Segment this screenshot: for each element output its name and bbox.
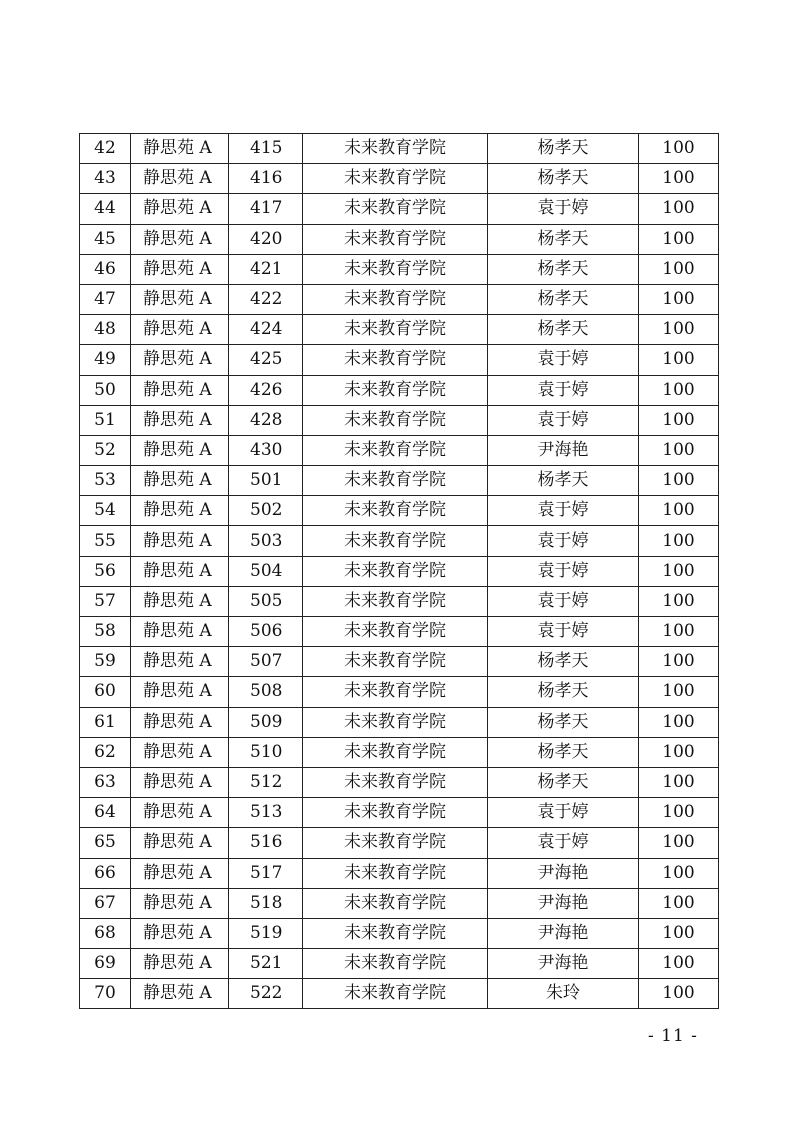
table-row xyxy=(80,345,719,375)
college-cell: 未来教育学院 xyxy=(303,224,488,254)
row-number-cell: 55 xyxy=(80,526,131,556)
table-row xyxy=(80,435,719,465)
room-number-cell: 420 xyxy=(229,224,303,254)
counselor-cell: 袁于婷 xyxy=(488,556,639,586)
counselor-cell: 袁于婷 xyxy=(488,586,639,616)
row-number-cell: 58 xyxy=(80,617,131,647)
score-cell: 100 xyxy=(639,315,719,345)
row-number-cell: 42 xyxy=(80,134,131,164)
row-number-cell: 70 xyxy=(80,979,131,1009)
table-row xyxy=(80,707,719,737)
score-cell: 100 xyxy=(639,556,719,586)
table-row xyxy=(80,164,719,194)
building-cell: 静思苑 A xyxy=(131,526,229,556)
college-cell: 未来教育学院 xyxy=(303,556,488,586)
row-number-cell: 59 xyxy=(80,647,131,677)
counselor-cell: 尹海艳 xyxy=(488,888,639,918)
room-number-cell: 428 xyxy=(229,405,303,435)
room-number-cell: 505 xyxy=(229,586,303,616)
table-row xyxy=(80,858,719,888)
table-row xyxy=(80,828,719,858)
table-row xyxy=(80,737,719,767)
score-cell: 100 xyxy=(639,737,719,767)
row-number-cell: 54 xyxy=(80,496,131,526)
score-cell: 100 xyxy=(639,979,719,1009)
college-cell: 未来教育学院 xyxy=(303,828,488,858)
building-cell: 静思苑 A xyxy=(131,496,229,526)
score-cell: 100 xyxy=(639,375,719,405)
room-number-cell: 426 xyxy=(229,375,303,405)
building-cell: 静思苑 A xyxy=(131,617,229,647)
room-number-cell: 416 xyxy=(229,164,303,194)
table-row xyxy=(80,677,719,707)
room-number-cell: 430 xyxy=(229,435,303,465)
score-cell: 100 xyxy=(639,647,719,677)
table-row xyxy=(80,617,719,647)
college-cell: 未来教育学院 xyxy=(303,466,488,496)
building-cell: 静思苑 A xyxy=(131,888,229,918)
row-number-cell: 43 xyxy=(80,164,131,194)
row-number-cell: 61 xyxy=(80,707,131,737)
score-cell: 100 xyxy=(639,888,719,918)
row-number-cell: 53 xyxy=(80,466,131,496)
building-cell: 静思苑 A xyxy=(131,647,229,677)
score-cell: 100 xyxy=(639,707,719,737)
college-cell: 未来教育学院 xyxy=(303,315,488,345)
building-cell: 静思苑 A xyxy=(131,164,229,194)
building-cell: 静思苑 A xyxy=(131,828,229,858)
row-number-cell: 52 xyxy=(80,435,131,465)
building-cell: 静思苑 A xyxy=(131,586,229,616)
building-cell: 静思苑 A xyxy=(131,194,229,224)
counselor-cell: 杨孝天 xyxy=(488,254,639,284)
row-number-cell: 49 xyxy=(80,345,131,375)
room-number-cell: 512 xyxy=(229,767,303,797)
college-cell: 未来教育学院 xyxy=(303,375,488,405)
row-number-cell: 65 xyxy=(80,828,131,858)
counselor-cell: 朱玲 xyxy=(488,979,639,1009)
college-cell: 未来教育学院 xyxy=(303,647,488,677)
score-cell: 100 xyxy=(639,496,719,526)
table-row xyxy=(80,586,719,616)
row-number-cell: 51 xyxy=(80,405,131,435)
building-cell: 静思苑 A xyxy=(131,375,229,405)
room-number-cell: 504 xyxy=(229,556,303,586)
college-cell: 未来教育学院 xyxy=(303,798,488,828)
college-cell: 未来教育学院 xyxy=(303,677,488,707)
counselor-cell: 袁于婷 xyxy=(488,405,639,435)
counselor-cell: 袁于婷 xyxy=(488,375,639,405)
building-cell: 静思苑 A xyxy=(131,224,229,254)
college-cell: 未来教育学院 xyxy=(303,949,488,979)
college-cell: 未来教育学院 xyxy=(303,254,488,284)
score-cell: 100 xyxy=(639,767,719,797)
row-number-cell: 46 xyxy=(80,254,131,284)
college-cell: 未来教育学院 xyxy=(303,979,488,1009)
college-cell: 未来教育学院 xyxy=(303,858,488,888)
score-cell: 100 xyxy=(639,164,719,194)
counselor-cell: 杨孝天 xyxy=(488,466,639,496)
row-number-cell: 57 xyxy=(80,586,131,616)
row-number-cell: 62 xyxy=(80,737,131,767)
counselor-cell: 杨孝天 xyxy=(488,284,639,314)
row-number-cell: 69 xyxy=(80,949,131,979)
room-number-cell: 513 xyxy=(229,798,303,828)
table-row xyxy=(80,979,719,1009)
counselor-cell: 尹海艳 xyxy=(488,918,639,948)
building-cell: 静思苑 A xyxy=(131,737,229,767)
room-number-cell: 425 xyxy=(229,345,303,375)
counselor-cell: 杨孝天 xyxy=(488,737,639,767)
score-cell: 100 xyxy=(639,858,719,888)
counselor-cell: 杨孝天 xyxy=(488,134,639,164)
counselor-cell: 杨孝天 xyxy=(488,767,639,797)
counselor-cell: 杨孝天 xyxy=(488,164,639,194)
room-number-cell: 507 xyxy=(229,647,303,677)
row-number-cell: 64 xyxy=(80,798,131,828)
building-cell: 静思苑 A xyxy=(131,254,229,284)
score-cell: 100 xyxy=(639,254,719,284)
table-row xyxy=(80,526,719,556)
table-row xyxy=(80,194,719,224)
table-row xyxy=(80,224,719,254)
room-number-cell: 508 xyxy=(229,677,303,707)
counselor-cell: 袁于婷 xyxy=(488,828,639,858)
counselor-cell: 袁于婷 xyxy=(488,496,639,526)
room-number-cell: 415 xyxy=(229,134,303,164)
score-cell: 100 xyxy=(639,949,719,979)
room-number-cell: 422 xyxy=(229,284,303,314)
counselor-cell: 尹海艳 xyxy=(488,435,639,465)
dormitory-table-body xyxy=(80,134,719,1009)
room-number-cell: 424 xyxy=(229,315,303,345)
building-cell: 静思苑 A xyxy=(131,767,229,797)
room-number-cell: 510 xyxy=(229,737,303,767)
dormitory-table xyxy=(79,133,719,1009)
score-cell: 100 xyxy=(639,435,719,465)
room-number-cell: 503 xyxy=(229,526,303,556)
table-row xyxy=(80,556,719,586)
college-cell: 未来教育学院 xyxy=(303,435,488,465)
room-number-cell: 518 xyxy=(229,888,303,918)
row-number-cell: 67 xyxy=(80,888,131,918)
score-cell: 100 xyxy=(639,194,719,224)
row-number-cell: 45 xyxy=(80,224,131,254)
table-row xyxy=(80,315,719,345)
table-row xyxy=(80,918,719,948)
row-number-cell: 50 xyxy=(80,375,131,405)
score-cell: 100 xyxy=(639,345,719,375)
counselor-cell: 杨孝天 xyxy=(488,647,639,677)
room-number-cell: 522 xyxy=(229,979,303,1009)
row-number-cell: 60 xyxy=(80,677,131,707)
score-cell: 100 xyxy=(639,828,719,858)
row-number-cell: 48 xyxy=(80,315,131,345)
score-cell: 100 xyxy=(639,918,719,948)
room-number-cell: 521 xyxy=(229,949,303,979)
table-row xyxy=(80,375,719,405)
score-cell: 100 xyxy=(639,526,719,556)
building-cell: 静思苑 A xyxy=(131,435,229,465)
score-cell: 100 xyxy=(639,617,719,647)
row-number-cell: 56 xyxy=(80,556,131,586)
building-cell: 静思苑 A xyxy=(131,315,229,345)
table-row xyxy=(80,405,719,435)
room-number-cell: 501 xyxy=(229,466,303,496)
counselor-cell: 杨孝天 xyxy=(488,315,639,345)
room-number-cell: 516 xyxy=(229,828,303,858)
room-number-cell: 417 xyxy=(229,194,303,224)
college-cell: 未来教育学院 xyxy=(303,496,488,526)
score-cell: 100 xyxy=(639,224,719,254)
room-number-cell: 509 xyxy=(229,707,303,737)
building-cell: 静思苑 A xyxy=(131,405,229,435)
college-cell: 未来教育学院 xyxy=(303,707,488,737)
score-cell: 100 xyxy=(639,466,719,496)
counselor-cell: 袁于婷 xyxy=(488,345,639,375)
row-number-cell: 47 xyxy=(80,284,131,314)
counselor-cell: 袁于婷 xyxy=(488,526,639,556)
table-row xyxy=(80,767,719,797)
building-cell: 静思苑 A xyxy=(131,798,229,828)
college-cell: 未来教育学院 xyxy=(303,888,488,918)
table-row xyxy=(80,798,719,828)
table-row xyxy=(80,254,719,284)
college-cell: 未来教育学院 xyxy=(303,194,488,224)
score-cell: 100 xyxy=(639,284,719,314)
building-cell: 静思苑 A xyxy=(131,345,229,375)
score-cell: 100 xyxy=(639,586,719,616)
college-cell: 未来教育学院 xyxy=(303,526,488,556)
row-number-cell: 66 xyxy=(80,858,131,888)
building-cell: 静思苑 A xyxy=(131,284,229,314)
building-cell: 静思苑 A xyxy=(131,134,229,164)
page-number: - 11 - xyxy=(648,1026,698,1046)
counselor-cell: 袁于婷 xyxy=(488,617,639,647)
counselor-cell: 杨孝天 xyxy=(488,707,639,737)
room-number-cell: 421 xyxy=(229,254,303,284)
college-cell: 未来教育学院 xyxy=(303,284,488,314)
counselor-cell: 袁于婷 xyxy=(488,798,639,828)
building-cell: 静思苑 A xyxy=(131,949,229,979)
room-number-cell: 517 xyxy=(229,858,303,888)
table-row xyxy=(80,466,719,496)
building-cell: 静思苑 A xyxy=(131,979,229,1009)
college-cell: 未来教育学院 xyxy=(303,918,488,948)
counselor-cell: 杨孝天 xyxy=(488,677,639,707)
college-cell: 未来教育学院 xyxy=(303,737,488,767)
row-number-cell: 44 xyxy=(80,194,131,224)
college-cell: 未来教育学院 xyxy=(303,405,488,435)
counselor-cell: 杨孝天 xyxy=(488,224,639,254)
room-number-cell: 506 xyxy=(229,617,303,647)
building-cell: 静思苑 A xyxy=(131,466,229,496)
score-cell: 100 xyxy=(639,798,719,828)
counselor-cell: 袁于婷 xyxy=(488,194,639,224)
college-cell: 未来教育学院 xyxy=(303,617,488,647)
building-cell: 静思苑 A xyxy=(131,707,229,737)
college-cell: 未来教育学院 xyxy=(303,134,488,164)
room-number-cell: 519 xyxy=(229,918,303,948)
table-row xyxy=(80,284,719,314)
college-cell: 未来教育学院 xyxy=(303,586,488,616)
college-cell: 未来教育学院 xyxy=(303,345,488,375)
table-row xyxy=(80,647,719,677)
score-cell: 100 xyxy=(639,405,719,435)
row-number-cell: 63 xyxy=(80,767,131,797)
college-cell: 未来教育学院 xyxy=(303,164,488,194)
building-cell: 静思苑 A xyxy=(131,677,229,707)
room-number-cell: 502 xyxy=(229,496,303,526)
score-cell: 100 xyxy=(639,134,719,164)
table-row xyxy=(80,888,719,918)
building-cell: 静思苑 A xyxy=(131,918,229,948)
table-row xyxy=(80,496,719,526)
table-row xyxy=(80,949,719,979)
counselor-cell: 尹海艳 xyxy=(488,949,639,979)
counselor-cell: 尹海艳 xyxy=(488,858,639,888)
row-number-cell: 68 xyxy=(80,918,131,948)
building-cell: 静思苑 A xyxy=(131,858,229,888)
building-cell: 静思苑 A xyxy=(131,556,229,586)
table-row xyxy=(80,134,719,164)
score-cell: 100 xyxy=(639,677,719,707)
college-cell: 未来教育学院 xyxy=(303,767,488,797)
